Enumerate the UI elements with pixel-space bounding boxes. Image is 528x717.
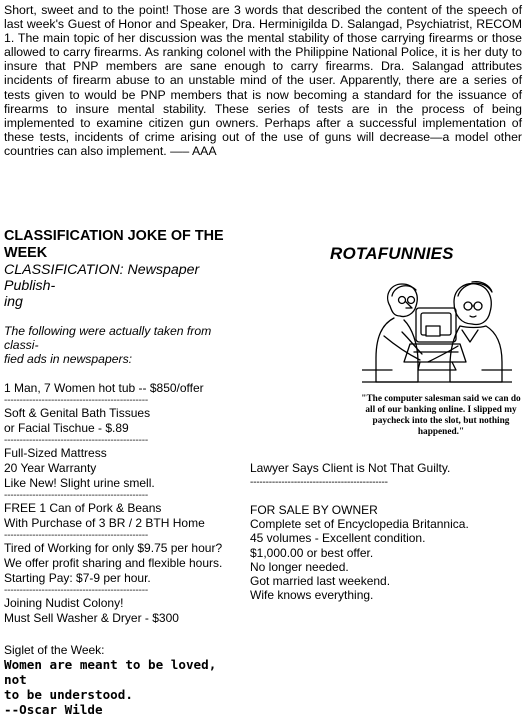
ad-line: Like New! Slight urine smell. <box>4 475 155 490</box>
ad-line: Joining Nudist Colony! <box>4 596 124 611</box>
intro-article <box>4 3 522 158</box>
for-sale-line: FOR SALE BY OWNER <box>250 503 378 517</box>
siglet-quote-line-1: Women are meant to be loved, not <box>4 657 217 688</box>
joke-classification-line-1: CLASSIFICATION: Newspaper Publish- <box>4 262 200 294</box>
for-sale-line: Wife knows everything. <box>250 588 374 603</box>
cartoon-illustration <box>362 266 512 396</box>
joke-classification-line-2: ing <box>4 294 23 310</box>
ad-separator: ---------------------------------------------- <box>4 395 148 407</box>
ad-separator: ---------------------------------------------- <box>4 585 148 597</box>
ad-line: Tired of Working for only $9.75 per hour? <box>4 541 223 556</box>
for-sale-ad <box>250 503 522 602</box>
for-sale-line: Got married last weekend. <box>250 574 391 589</box>
ad-3 <box>4 446 246 490</box>
cartoon-caption: "The computer salesman said we can do all of our banking online. I slipped my paycheck into the slot, but nothing happened." <box>361 394 521 437</box>
ad-4 <box>4 501 246 530</box>
ad-separator: ---------------------------------------------- <box>4 435 148 447</box>
for-sale-line: Complete set of Encyclopedia Britannica. <box>250 517 469 532</box>
joke-intro-line-1: The following were actually taken from classi- <box>4 324 212 353</box>
joke-title: CLASSIFICATION JOKE OF THE WEEK <box>4 228 224 261</box>
ad-1 <box>4 381 246 396</box>
for-sale-line: $1,000.00 or best offer. <box>250 545 374 560</box>
ad-2 <box>4 406 246 435</box>
ad-line: 1 Man, 7 Women hot tub -- $850/offer <box>4 380 204 395</box>
ad-5 <box>4 541 246 585</box>
intro-paragraph: Short, sweet and to the point! Those are 3 words that described the content of the speech of last week's Guest of Honor and Speaker, Dra. Herminigilda D. Salangad, Psychiatrist, RECOM 1. The main topic of her discussion was the mental stability of those carrying firearms or those allowed to carry firearms. As ranking colonel with the Philippine National Police, it is her duty to insure that PNP members are sane enough to carry firearms. Dra. Salangad attributes incidents of firearm abuse to an unstable mind of the user. Apparently, there are a series of tests given to would be PNP members that is now becoming a standard for the issuance of firearms to insure mental stability. These series of tests are in the process of being implemented to examine citizen gun owners. Perhaps after a successful implementation of these tests, incidents of crime arising out of the use of guns will decrease—a model other countries can also implement. —– AAA <box>4 3 522 158</box>
siglet-author: --Oscar Wilde <box>4 702 103 717</box>
ad-line: FREE 1 Can of Pork & Beans <box>4 501 162 516</box>
siglet-label: Siglet of the Week: <box>4 643 105 658</box>
ad-line: Full-Sized Mattress <box>4 446 107 461</box>
ad-line: or Facial Tischue - $.89 <box>4 420 129 435</box>
right-ad-separator: -------------------------------------------- <box>250 477 388 488</box>
lawyer-ad: Lawyer Says Client is Not That Guilty. <box>250 461 451 475</box>
joke-intro-line-2: fied ads in newspapers: <box>4 352 133 367</box>
ad-line: With Purchase of 3 BR / 2 BTH Home <box>4 515 205 530</box>
ad-line: Starting Pay: $7-9 per hour. <box>4 570 151 585</box>
ad-line: 20 Year Warranty <box>4 460 97 475</box>
ad-separator: ---------------------------------------------- <box>4 490 148 502</box>
ad-line: We offer profit sharing and flexible hours. <box>4 555 223 570</box>
for-sale-line: 45 volumes - Excellent condition. <box>250 531 426 546</box>
rotafunnies-title: ROTAFUNNIES <box>330 244 454 263</box>
siglet-quote-line-2: to be understood. <box>4 687 133 703</box>
ad-6 <box>4 596 246 625</box>
for-sale-line: No longer needed. <box>250 559 349 574</box>
ad-line: Must Sell Washer & Dryer - $300 <box>4 610 179 625</box>
classification-joke-column <box>4 228 246 717</box>
ad-separator: ---------------------------------------------- <box>4 530 148 542</box>
ad-line: Soft & Genital Bath Tissues <box>4 406 151 421</box>
